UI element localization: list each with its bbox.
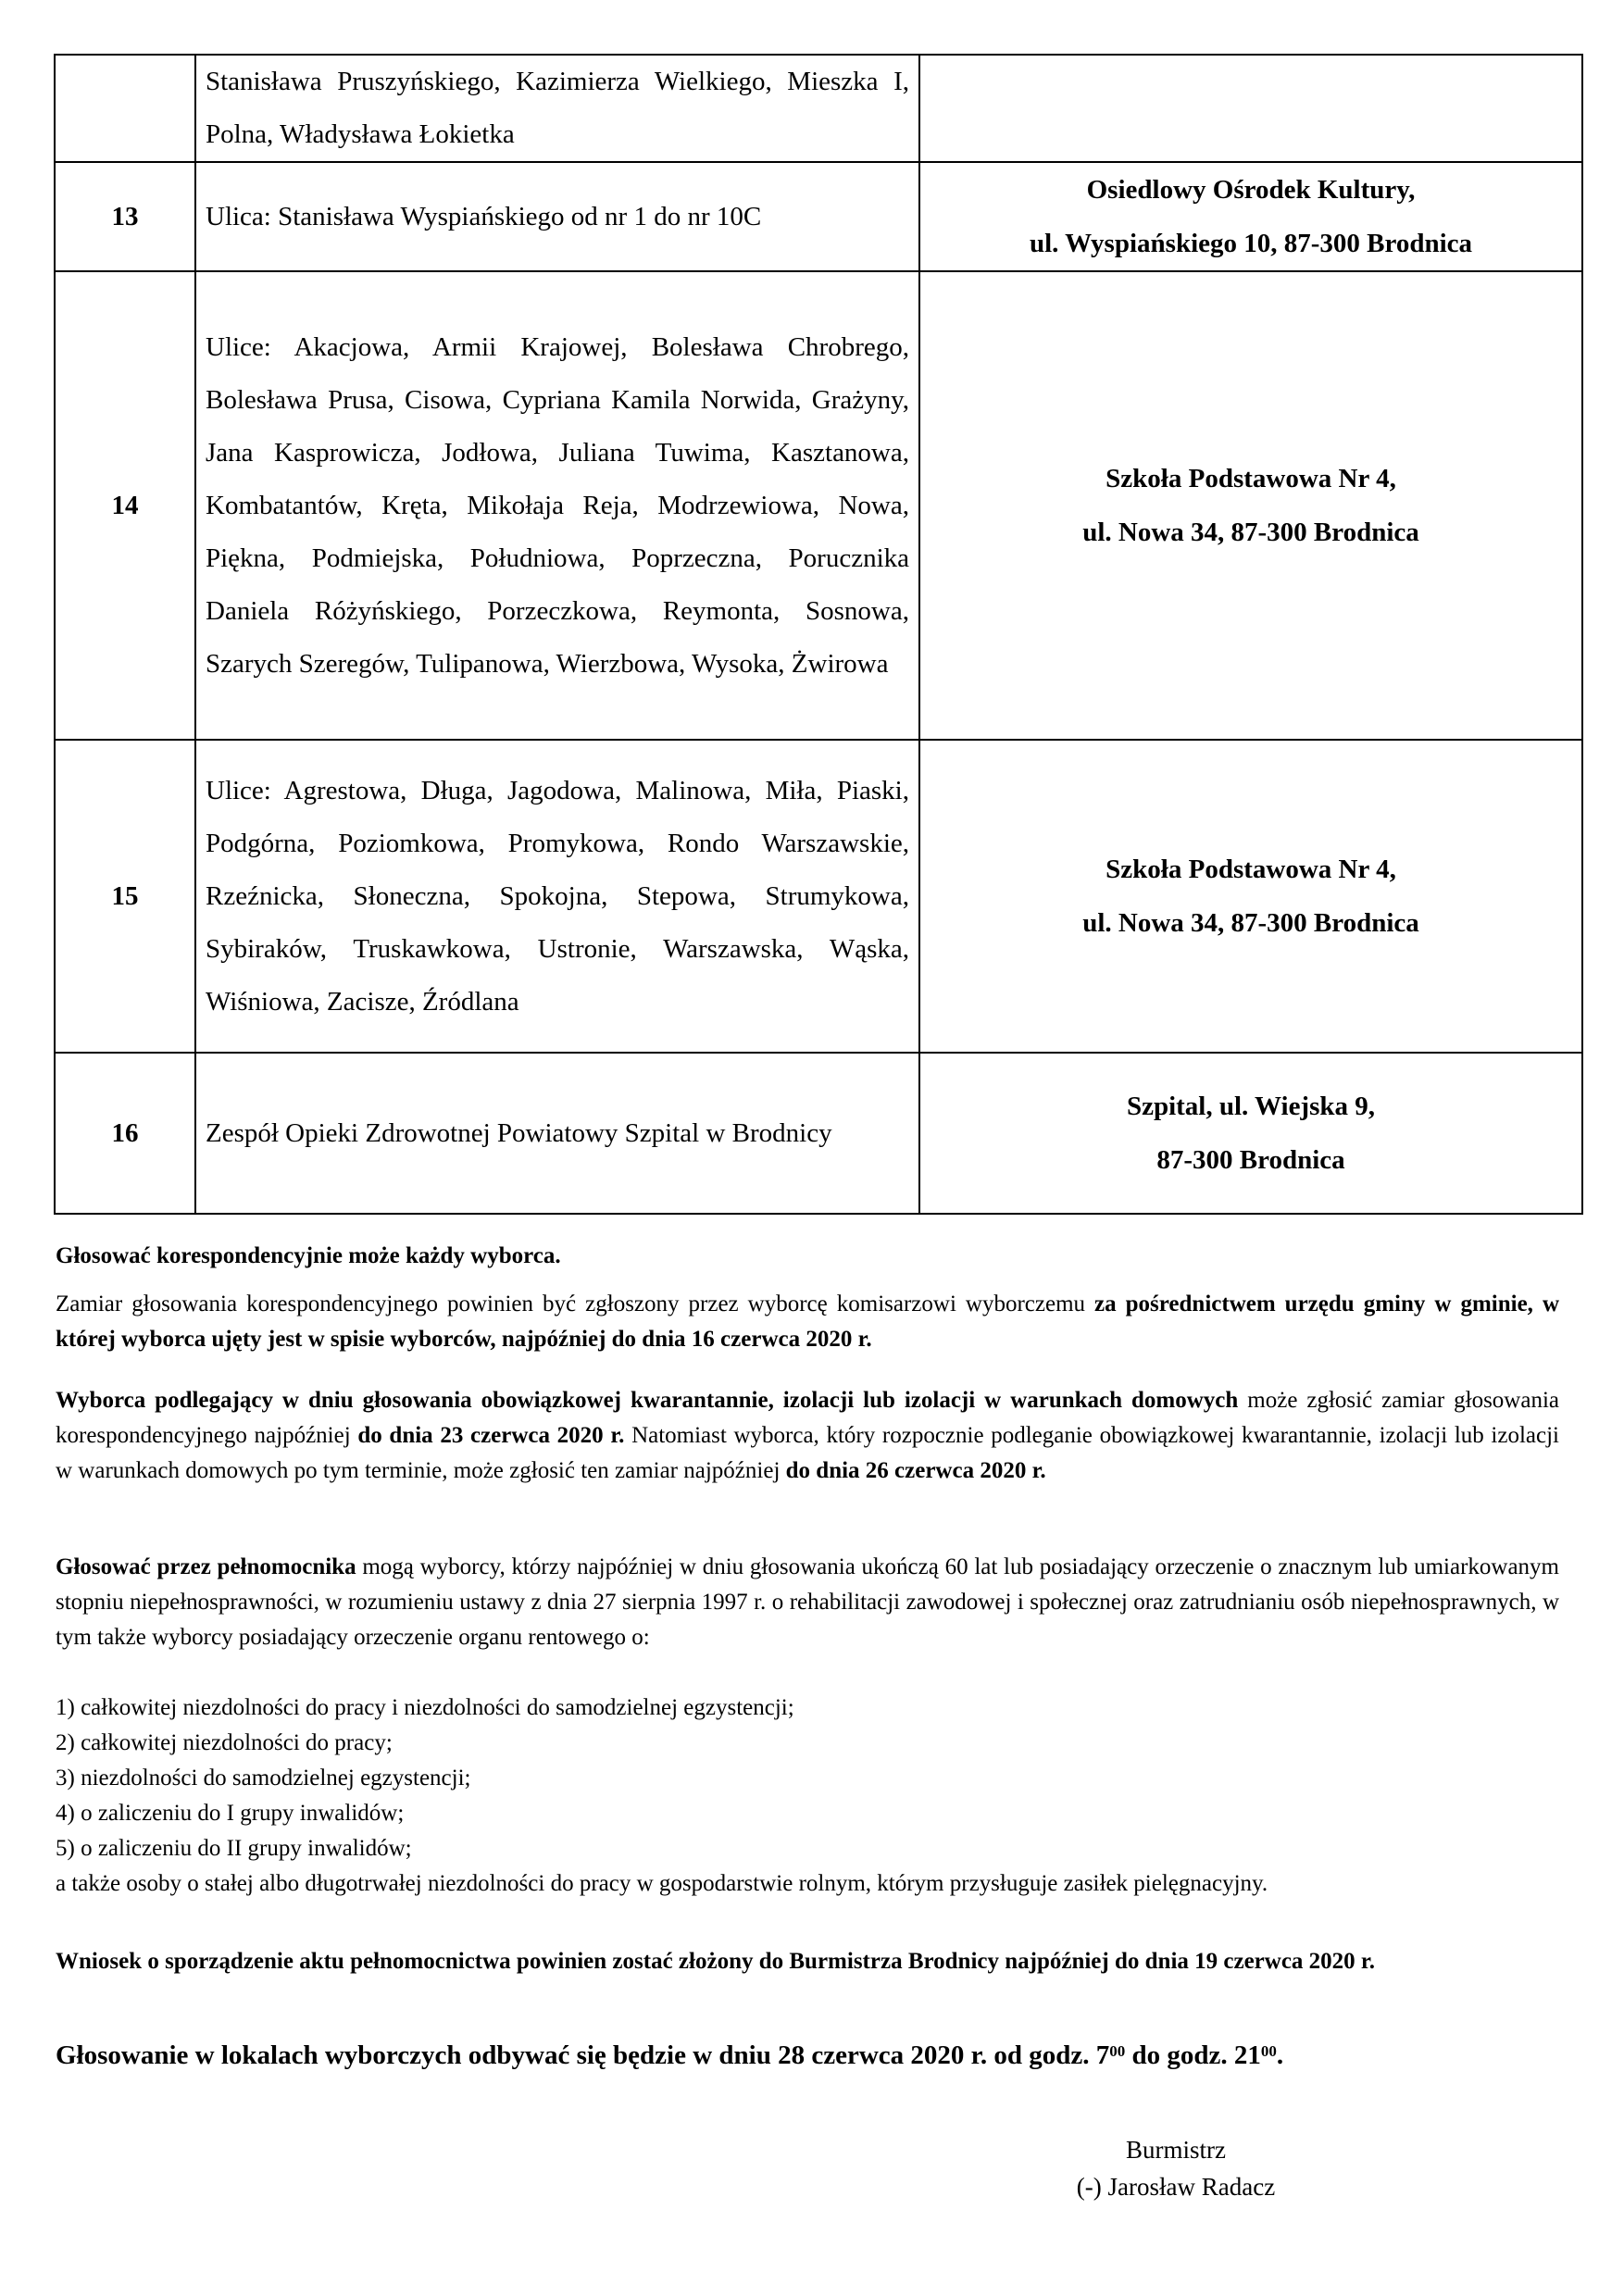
signature-title: Burmistrz [1126,2136,1226,2164]
list-item: 4) o zaliczeniu do I grupy inwalidów; [56,1801,405,1826]
table-row [55,1053,1582,1214]
polling-place [919,740,1582,1053]
polling-place [919,162,1582,271]
polling-place [919,271,1582,740]
polling-place-address: ul. Wyspiańskiego 10, 87-300 Brodnica [1029,229,1473,258]
district-streets: Ulica: Stanisława Wyspiańskiego od nr 1 do nr 10C [195,162,919,271]
postal-vote-paragraph: Zamiar głosowania korespondencyjnego powinien być zgłoszony przez wyborcę komisarzowi wyborczemu za pośrednictwem urzędu gminy w gminie, w której wyborca ujęty jest w spisie wyborców, najpóźniej do dnia 16 czerwca 2020 r. [56,1292,1559,1352]
voting-hours-paragraph: Głosowanie w lokalach wyborczych odbywać się będzie w dniu 28 czerwca 2020 r. od godz. $7^{00}$ do godz. $21^{00}$. [56,2040,1284,2070]
quarantine-paragraph: Wyborca podlegający w dniu głosowania obowiązkowej kwarantannie, izolacji lub izolacji w warunkach domowych może zgłosić zamiar głosowania korespondencyjnego najpóźniej do dnia 23 czerwca 2020 r. Natomiast wyborca, który rozpocznie podleganie obowiązkowej kwarantannie, izolacji lub izolacji w warunkach domowych po tym terminie, może zgłosić ten zamiar najpóźniej do dnia 26 czerwca 2020 r. [56,1388,1560,1483]
district-number: 15 [55,740,195,1053]
proxy-deadline-paragraph: Wniosek o sporządzenie aktu pełnomocnictwa powinien zostać złożony do Burmistrza Brodnicy najpóźniej do dnia 19 czerwca 2020 r. [56,1949,1375,1974]
polling-districts-table [54,54,1583,1215]
proxy-conditions-list [56,1691,1559,1866]
polling-place-name: Szkoła Podstawowa Nr 4, [1106,464,1396,493]
polling-place-name: Szkoła Podstawowa Nr 4, [1106,855,1396,884]
polling-place-name: Osiedlowy Ośrodek Kultury, [1086,175,1416,205]
district-streets: Ulice: Agrestowa, Długa, Jagodowa, Malinowa, Miła, Piaski, Podgórna, Poziomkowa, Promykowa, Rondo Warszawskie, Rzeźnicka, Słoneczna, Spokojna, Stepowa, Strumykowa, Sybiraków, Truskawkowa, Ustronie, Warszawska, Wąska, Wiśniowa, Zacisze, Źródlana [195,740,919,1053]
polling-place [919,55,1582,162]
district-streets: Stanisława Pruszyńskiego, Kazimierza Wielkiego, Mieszka I, Polna, Władysława Łokietka [195,55,919,162]
list-item: 1) całkowitej niezdolności do pracy i niezdolności do samodzielnej egzystencji; [56,1695,794,1720]
polling-place-address: ul. Nowa 34, 87-300 Brodnica [1082,908,1419,938]
signature-block [1000,2131,1352,2205]
table-row [55,162,1582,271]
polling-place-address: 87-300 Brodnica [1156,1145,1345,1175]
farm-workers-paragraph: a także osoby o stałej albo długotrwałej niezdolności do pracy w gospodarstwie rolnym, którym przysługuje zasiłek pielęgnacyjny. [56,1871,1268,1896]
polling-place-address: ul. Nowa 34, 87-300 Brodnica [1082,518,1419,547]
list-item: 2) całkowitej niezdolności do pracy; [56,1730,393,1755]
district-number: 14 [55,271,195,740]
table-row [55,740,1582,1053]
district-number [55,55,195,162]
polling-place-name: Szpital, ul. Wiejska 9, [1126,1092,1376,1121]
district-streets: Zespół Opieki Zdrowotnej Powiatowy Szpital w Brodnicy [195,1053,919,1214]
signature-name: (-) Jarosław Radacz [1076,2173,1276,2201]
list-item: 5) o zaliczeniu do II grupy inwalidów; [56,1836,412,1861]
polling-place [919,1053,1582,1214]
district-number: 16 [55,1053,195,1214]
proxy-vote-paragraph: Głosować przez pełnomocnika mogą wyborcy, którzy najpóźniej w dniu głosowania ukończą 60 lat lub posiadający orzeczenie o znacznym lub umiarkowanym stopniu niepełnosprawności, w rozumieniu ustawy z dnia 27 sierpnia 1997 r. o rehabilitacji zawodowej i społecznej oraz zatrudnianiu osób niepełnosprawnych, w tym także wyborcy posiadający orzeczenie organu rentowego o: [56,1554,1559,1650]
list-item: 3) niezdolności do samodzielnej egzystencji; [56,1766,471,1791]
district-number: 13 [55,162,195,271]
district-streets: Ulice: Akacjowa, Armii Krajowej, Bolesława Chrobrego, Bolesława Prusa, Cisowa, Cypriana Kamila Norwida, Grażyny, Jana Kasprowicza, Jodłowa, Juliana Tuwima, Kasztanowa, Kombatantów, Kręta, Mikołaja Reja, Modrzewiowa, Nowa, Piękna, Podmiejska, Południowa, Poprzeczna, Porucznika Daniela Różyńskiego, Porzeczkowa, Reymonta, Sosnowa, Szarych Szeregów, Tulipanowa, Wierzbowa, Wysoka, Żwirowa [195,271,919,740]
table-row [55,55,1582,162]
postal-vote-heading: Głosować korespondencyjnie może każdy wyborca. [56,1243,561,1268]
table-row [55,271,1582,740]
